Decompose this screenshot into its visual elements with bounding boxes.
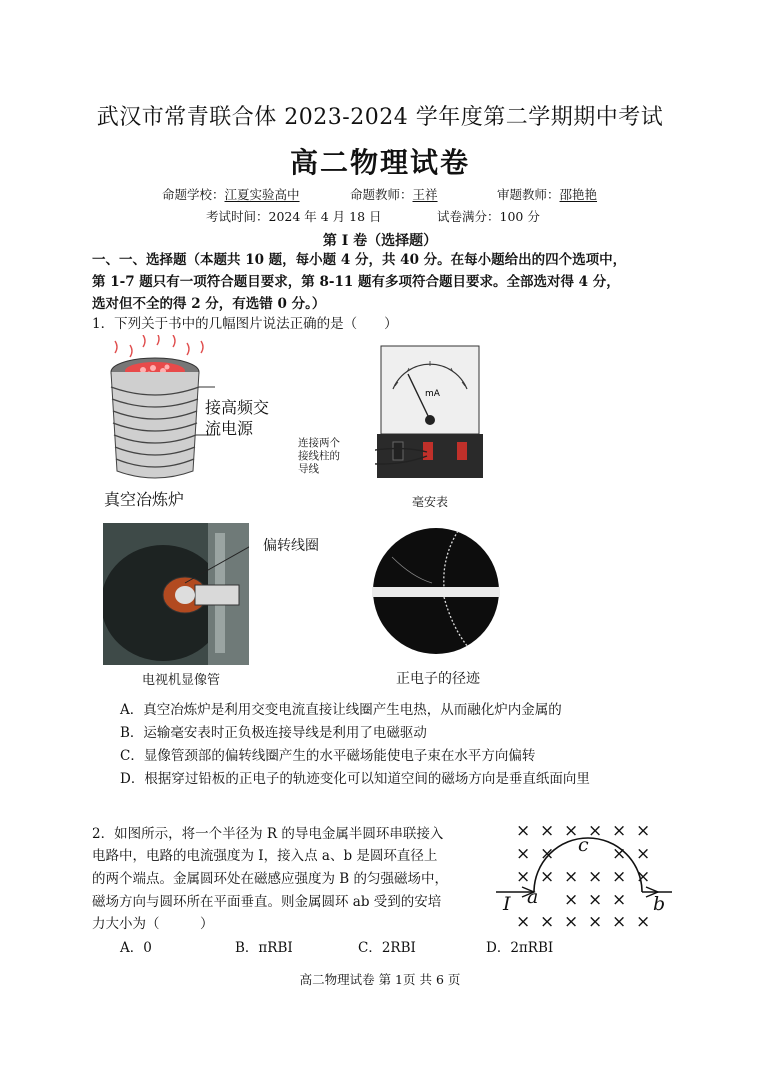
subject-title: 高二物理试卷	[289, 146, 470, 179]
page-footer: 高二物理试卷 第 1页 共 6 页	[299, 972, 461, 987]
q1-option-d: D．根据穿过铅板的正电子的轨迹变化可以知道空间的磁场方向是垂直纸面向里	[120, 771, 590, 787]
picture-tube-figure	[103, 523, 249, 665]
q2-stem-line-1: 2．如图所示，将一个半径为 R 的导电金属半圆环串联接入	[92, 826, 444, 842]
exam-time: 考试时间：2024 年 4 月 18 日	[206, 209, 382, 224]
meter-caption: 毫安表	[412, 495, 449, 509]
heat-waves	[115, 335, 203, 357]
q1-option-c: C．显像管颈部的偏转线圈产生的水平磁场能使电子束在水平方向偏转	[120, 748, 536, 764]
milliammeter-figure	[375, 344, 485, 489]
section-title: 第 I 卷（选择题）	[322, 233, 438, 249]
q2-stem-line-3: 的两个端点。金属圆环处在磁感应强度为 B 的匀强磁场中，	[92, 871, 449, 887]
setter-name: 王祥	[412, 187, 438, 202]
q2-stem-line-2: 电路中，电路的电流强度为 I，接入点 a、b 是圆环直径上	[92, 848, 438, 864]
instruction-line-3: 选对但不全的得 2 分，有选错 0 分。）	[92, 296, 326, 312]
point-a-label: a	[527, 886, 539, 908]
setter-info: 命题教师：王祥	[350, 187, 438, 202]
q1-stem: 1．下列关于书中的几幅图片说法正确的是（ ）	[92, 316, 398, 332]
q2-stem-line-5: 力大小为（ ）	[92, 916, 214, 932]
reviewer-info: 审题教师：邵艳艳	[497, 187, 598, 202]
positron-track-figure	[372, 527, 500, 655]
current-label: I	[503, 893, 511, 915]
q2-option-c: C．2RBI	[358, 940, 416, 956]
point-c-label: c	[578, 834, 589, 856]
school-name: 江夏实验高中	[224, 187, 300, 202]
reviewer-name: 邵艳艳	[559, 187, 598, 202]
school-info: 命题学校：江夏实验高中	[162, 187, 300, 202]
q2-stem-line-4: 磁场方向与圆环所在平面垂直。则金属圆环 ab 受到的安培	[92, 894, 442, 910]
instruction-line-2: 第 1-7 题只有一项符合题目要求，第 8-11 题有多项符合题目要求。全部选对得 4 分，	[92, 274, 620, 290]
furnace-power-label-2: 流电源	[205, 419, 254, 438]
full-score: 试卷满分：100 分	[437, 209, 540, 224]
magnetic-field-crosses: × × × × × × × × × × × × × × × × × × × × × × × × ×	[516, 821, 651, 932]
point-b-label: b	[653, 893, 666, 915]
q1-option-b: B．运输毫安表时正负极连接导线是利用了电磁驱动	[120, 725, 427, 741]
furnace-caption: 真空冶炼炉	[104, 490, 185, 509]
tube-caption: 电视机显像管	[142, 673, 221, 688]
q2-option-d: D．2πRBI	[486, 940, 554, 956]
furnace-power-label: 接高频交	[205, 398, 270, 417]
instruction-line-1: 一、一、选择题（本题共 10 题，每小题 4 分，共 40 分。在每小题给出的四个选项中，	[92, 252, 627, 268]
q2-option-b: B．πRBI	[235, 940, 293, 956]
positron-caption: 正电子的径迹	[396, 671, 480, 687]
exam-title: 武汉市常青联合体 2023-2024 学年度第二学期期中考试	[96, 105, 664, 130]
meter-unit: mA	[425, 389, 440, 399]
meter-note: 连接两个 接线柱的 导线	[298, 437, 340, 475]
q2-option-a: A．0	[120, 940, 152, 956]
coil-label: 偏转线圈	[263, 538, 319, 554]
q1-option-a: A．真空冶炼炉是利用交变电流直接让线圈产生电热，从而融化炉内金属的	[120, 702, 562, 718]
